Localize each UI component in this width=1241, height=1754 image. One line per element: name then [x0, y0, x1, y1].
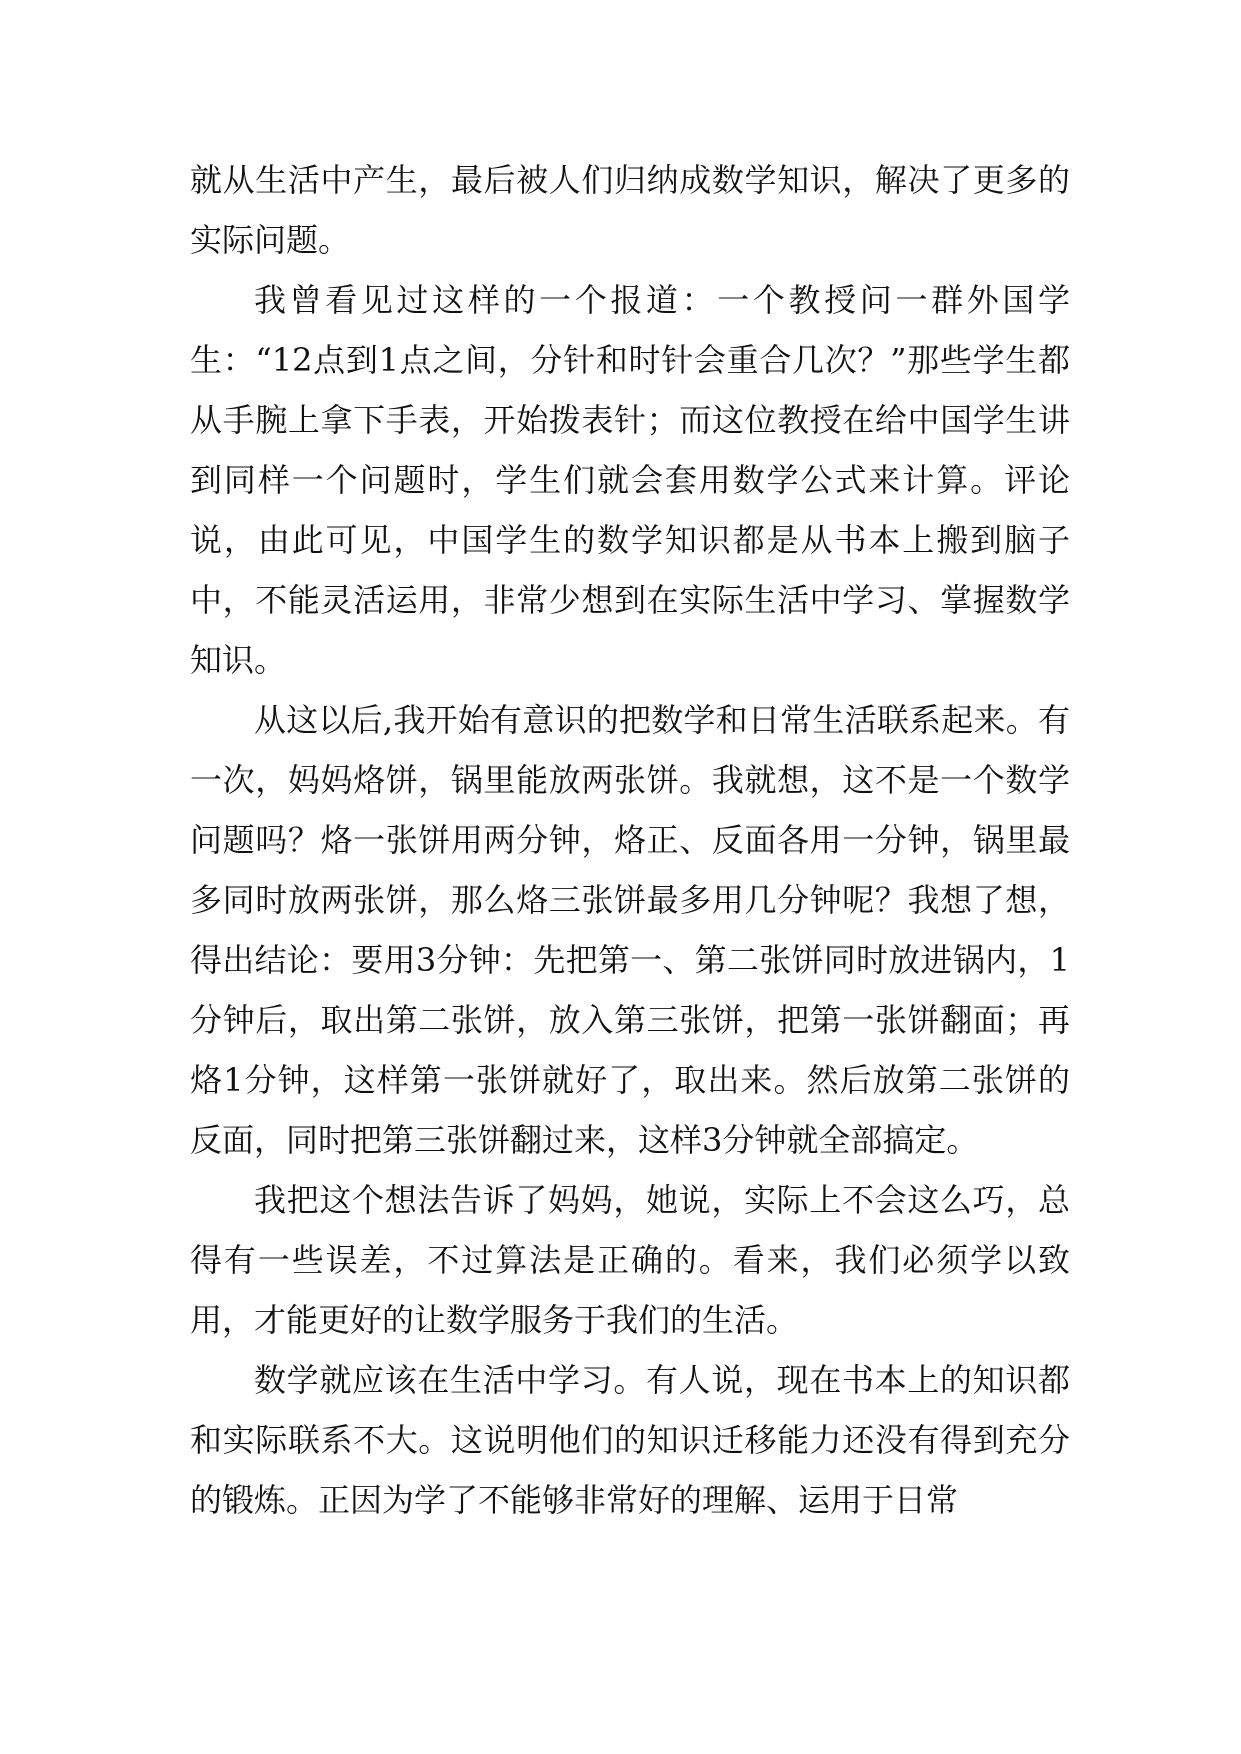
paragraph-5: 数学就应该在生活中学习。有人说，现在书本上的知识都和实际联系不大。这说明他们的知识迁移能力还没有得到充分的锻炼。正因为学了不能够非常好的理解、运用于日常 — [190, 1361, 1070, 1519]
document-body — [190, 150, 1070, 1530]
paragraph-2: 我曾看见过这样的一个报道：一个教授问一群外国学生：“12点到1点之间，分针和时针会重合几次？”那些学生都从手腕上拿下手表，开始拨表针；而这位教授在给中国学生讲到同样一个问题时，学生们就会套用数学公式来计算。评论说，由此可见，中国学生的数学知识都是从书本上搬到脑子中，不能灵活运用，非常少想到在实际生活中学习、掌握数学知识。 — [190, 281, 1070, 679]
paragraph-4: 我把这个想法告诉了妈妈，她说，实际上不会这么巧，总得有一些误差，不过算法是正确的。看来，我们必须学以致用，才能更好的让数学服务于我们的生活。 — [190, 1181, 1070, 1339]
paragraph-3: 从这以后,我开始有意识的把数学和日常生活联系起来。有一次，妈妈烙饼，锅里能放两张饼。我就想，这不是一个数学问题吗？烙一张饼用两分钟，烙正、反面各用一分钟，锅里最多同时放两张饼，那么烙三张饼最多用几分钟呢？我想了想，得出结论：要用3分钟：先把第一、第二张饼同时放进锅内，1分钟后，取出第二张饼，放入第三张饼，把第一张饼翻面；再烙1分钟，这样第一张饼就好了，取出来。然后放第二张饼的反面，同时把第三张饼翻过来，这样3分钟就全部搞定。 — [190, 701, 1070, 1159]
paragraph-1: 就从生活中产生，最后被人们归纳成数学知识，解决了更多的实际问题。 — [190, 161, 1070, 259]
